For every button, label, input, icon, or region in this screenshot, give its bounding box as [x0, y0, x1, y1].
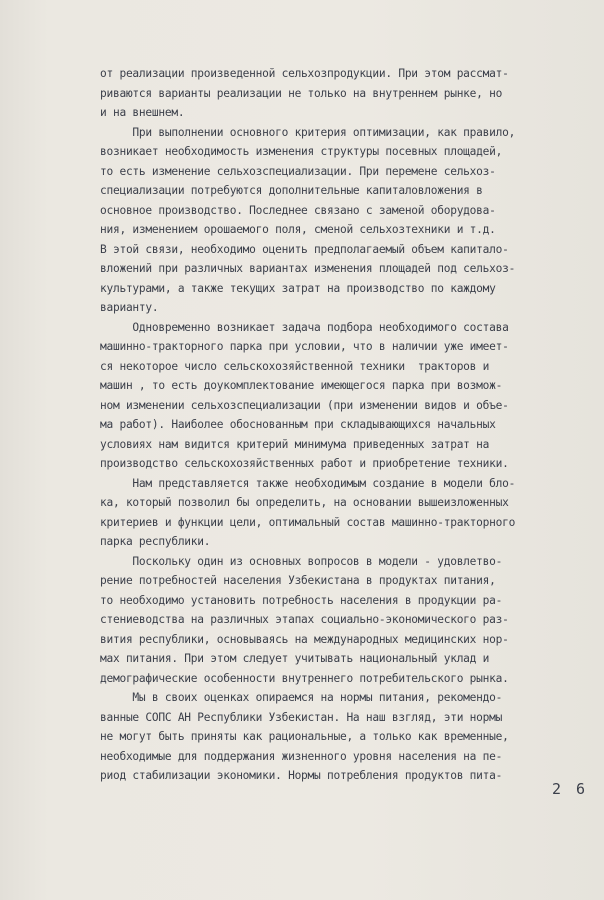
text-line: Нам представляется также необходимым создание в модели бло- — [100, 476, 516, 490]
text-line: мах питания. При этом следует учитывать национальный уклад и — [100, 652, 490, 665]
text-line: Мы в своих оценках опираемся на нормы питания, рекомендо- — [100, 691, 503, 704]
text-line: ном изменении сельхозспециализации (при изменении видов и объе- — [100, 398, 509, 412]
text-line: риваются варианты реализации не только на внутреннем рынке, но — [100, 86, 503, 100]
text-line: ся некоторое число сельскохозяйственной техники тракторов и — [100, 359, 490, 373]
text-line: вития республики, основываясь на международных медицинских нор- — [100, 632, 509, 646]
text-line: критериев и функции цели, оптимальный состав машинно-тракторного — [100, 515, 516, 529]
text-line: то необходимо установить потребность населения в продукции ра- — [100, 593, 503, 607]
text-line: ка, который позволил бы определить, на основании вышеизложенных — [100, 496, 509, 509]
text-line: необходимые для поддержания жизненного уровня населения на пе- — [100, 749, 503, 763]
text-line: культурами, а также текущих затрат на производство по каждому — [100, 281, 496, 295]
text-line: не могут быть приняты как рациональные, а только как временные, — [100, 730, 509, 743]
text-line: основное производство. Последнее связано с заменой оборудова- — [100, 203, 496, 217]
text-line: ния, изменением орошаемого поля, сменой сельхозтехники и т.д. — [100, 223, 496, 236]
text-line: В этой связи, необходимо оценить предполагаемый объем капитало- — [100, 242, 509, 256]
text-line: Поскольку один из основных вопросов в модели - удовлетво- — [100, 554, 503, 568]
text-line: машинно-тракторного парка при условии, что в наличии уже имеет- — [100, 340, 509, 353]
text-line: условиях нам видится критерий минимума приведенных затрат на — [100, 437, 490, 451]
text-line: от реализации произведенной сельхозпродукции. При этом рассмат- — [100, 67, 509, 80]
text-line: вложений при различных вариантах изменения площадей под сельхоз- — [100, 262, 516, 275]
text-line: машин , то есть доукомплектование имеющегося парка при возмож- — [100, 379, 503, 392]
text-line: ма работ). Наиболее обоснованным при складывающихся начальных — [100, 418, 496, 431]
text-line: При выполнении основного критерия оптимизации, как правило, — [100, 125, 516, 139]
text-line: и на внешнем. — [100, 106, 185, 119]
text-line: Одновременно возникает задача подбора необходимого состава — [100, 320, 509, 334]
text-line: варианту. — [100, 301, 159, 314]
text-line: риод стабилизации экономики. Нормы потребления продуктов пита- — [100, 769, 503, 782]
text-line: ванные СОПС АН Республики Узбекистан. На наш взгляд, эти нормы — [100, 710, 503, 724]
text-line: рение потребностей населения Узбекистана в продуктах питания, — [100, 574, 496, 587]
text-line: производство сельскохозяйственных работ и приобретение техники. — [100, 457, 509, 470]
text-line: парка республики. — [100, 535, 211, 548]
text-line: демографические особенности внутреннего потребительского рынка. — [100, 671, 509, 685]
text-line: то есть изменение сельхозспециализации. При перемене сельхоз- — [100, 164, 496, 178]
text-line: стениеводства на различных этапах социально-экономического раз- — [100, 613, 509, 626]
page-number: 2 6 — [552, 780, 589, 798]
text-line: возникает необходимость изменения структуры посевных площадей, — [100, 145, 503, 158]
text-line: специализации потребуются дополнительные капиталовложения в — [100, 184, 483, 197]
body-text — [100, 64, 600, 786]
